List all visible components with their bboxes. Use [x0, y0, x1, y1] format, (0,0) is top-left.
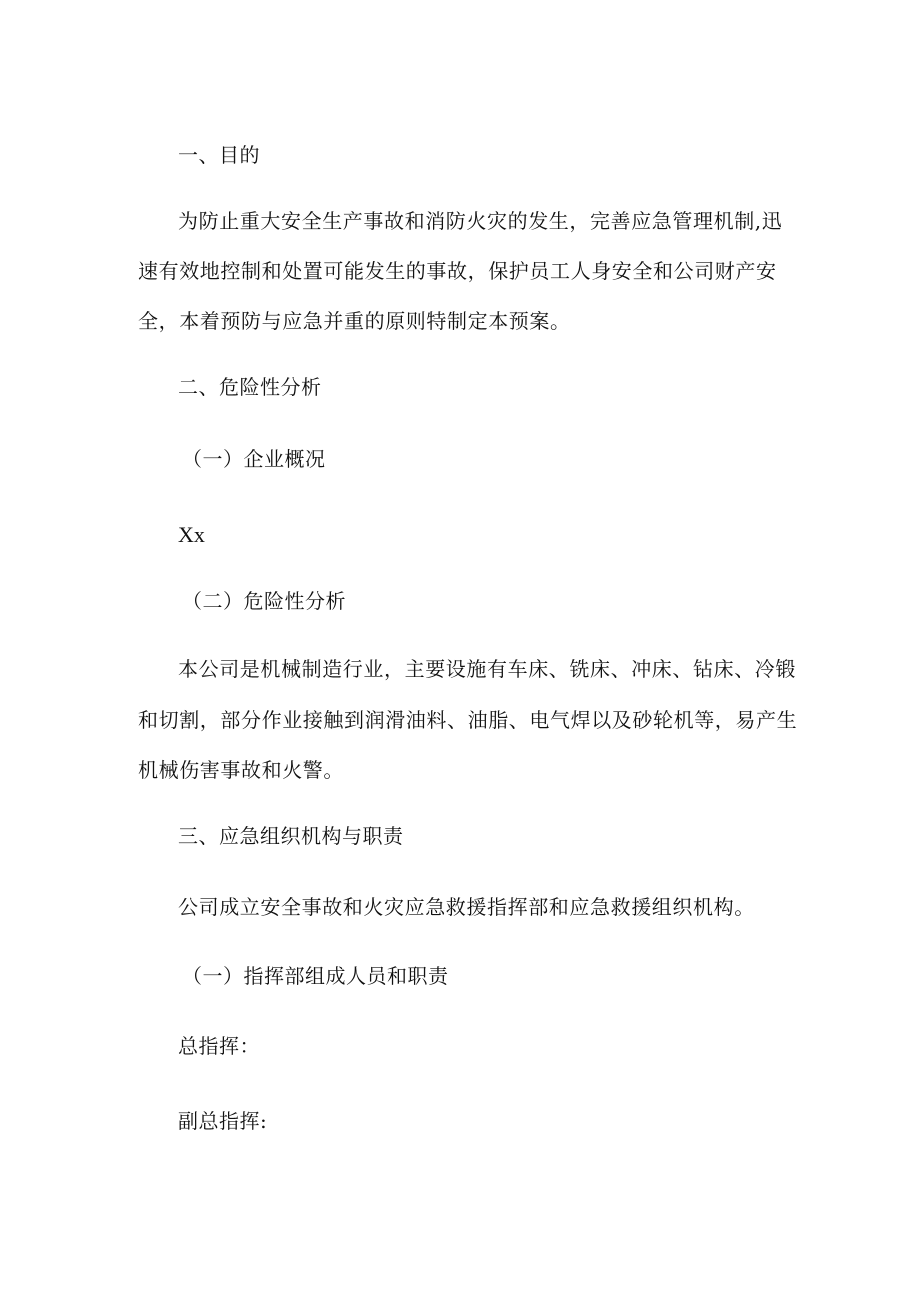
- purpose-paragraph-line-3: 全，本着预防与应急并重的原则特制定本预案。: [138, 309, 571, 333]
- emergency-organization-paragraph: 公司成立安全事故和火灾应急救援指挥部和应急救援组织机构。: [178, 895, 755, 919]
- subsection-heading-hazard-analysis: （二）危险性分析: [182, 589, 346, 613]
- purpose-paragraph-line-1: 为防止重大安全生产事故和消防火灾的发生，完善应急管理机制,迅: [178, 209, 783, 233]
- purpose-paragraph-line-2: 速有效地控制和处置可能发生的事故，保护员工人身安全和公司财产安: [138, 259, 777, 283]
- deputy-commander-label: 副总指挥:: [178, 1109, 268, 1133]
- chief-commander-label: 总指挥：: [178, 1034, 260, 1058]
- subsection-heading-company-overview: （一）企业概况: [182, 447, 326, 471]
- hazard-paragraph-line-2: 和切割，部分作业接触到润滑油料、油脂、电气焊以及砂轮机等，易产生: [138, 708, 798, 732]
- subsection-heading-command-members: （一）指挥部组成人员和职责: [182, 964, 449, 988]
- section-heading-emergency-organization: 三、应急组织机构与职责: [178, 824, 404, 848]
- section-heading-hazard-analysis: 二、危险性分析: [178, 375, 322, 399]
- company-overview-value: Xx: [178, 522, 205, 547]
- section-heading-purpose: 一、目的: [178, 143, 260, 167]
- hazard-paragraph-line-3: 机械伤害事故和火警。: [138, 758, 344, 782]
- hazard-paragraph-line-1: 本公司是机械制造行业，主要设施有车床、铣床、冲床、钻床、冷锻: [178, 657, 796, 681]
